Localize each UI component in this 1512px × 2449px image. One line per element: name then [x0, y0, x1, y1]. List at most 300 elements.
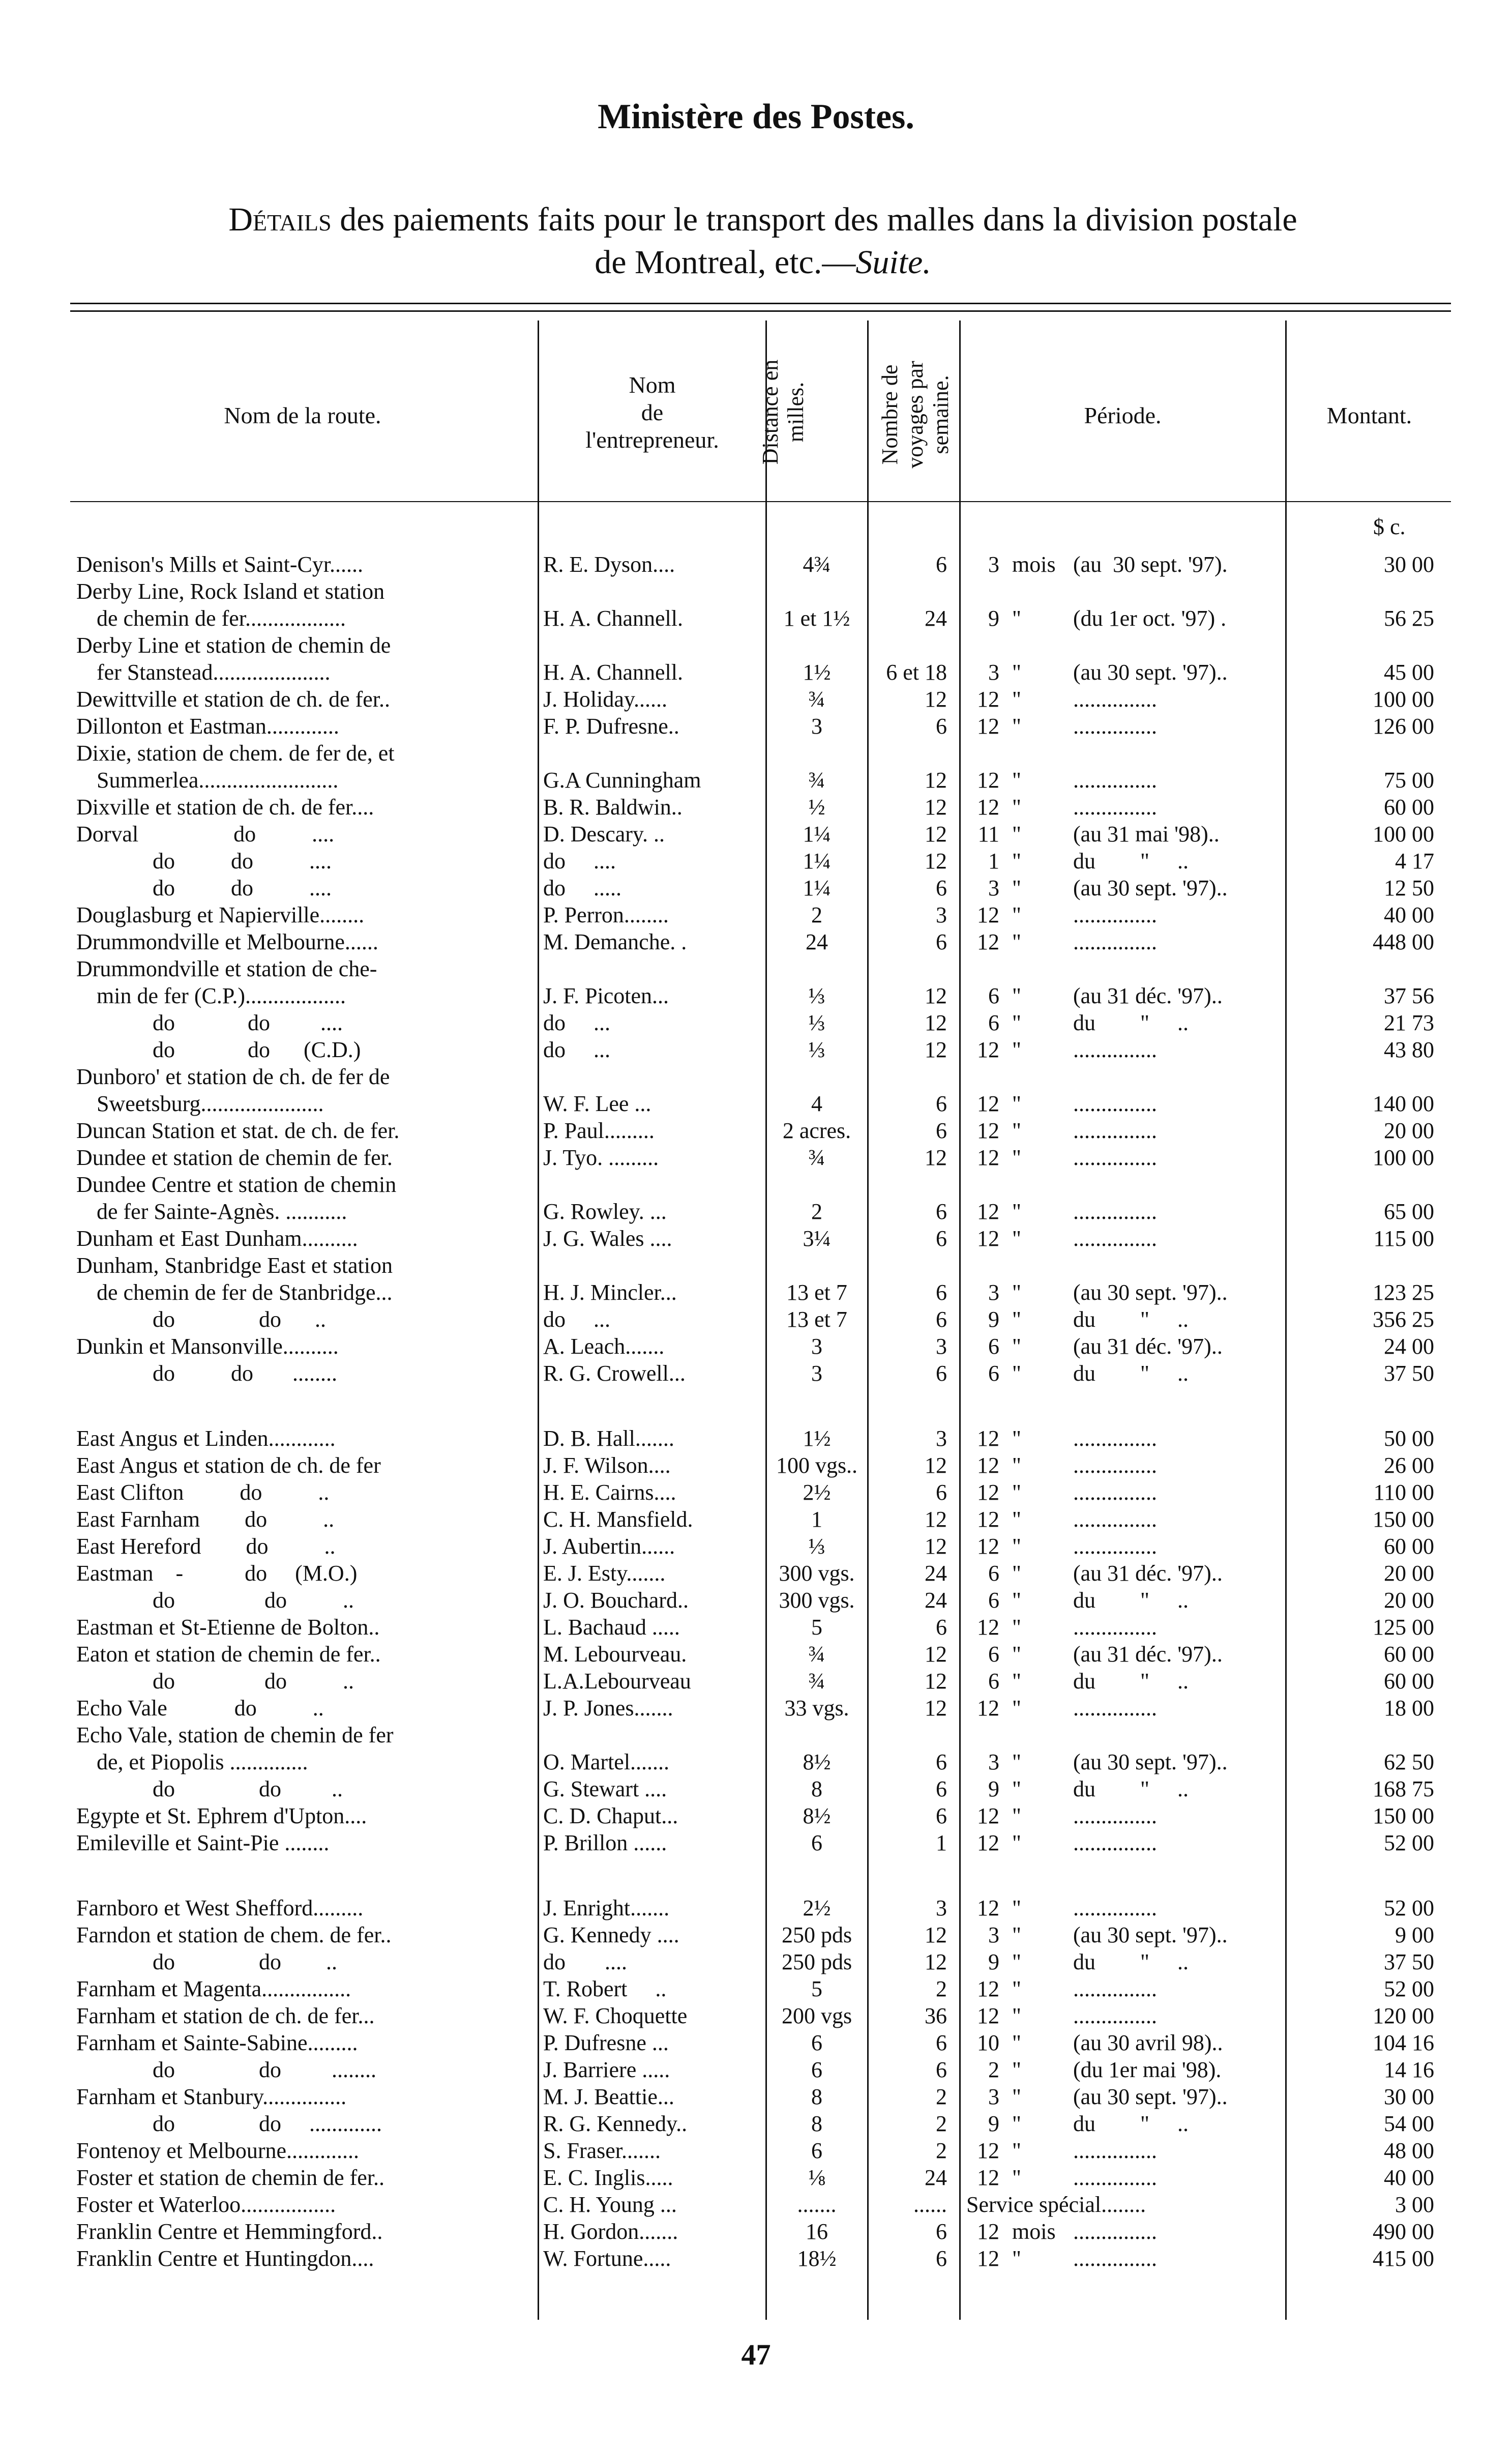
amount-value: 20 00 — [1384, 1588, 1434, 1613]
amount-value: 125 00 — [1373, 1615, 1434, 1640]
currency-header: $ c. — [1373, 514, 1406, 539]
amount-value: 168 75 — [1373, 1776, 1434, 1801]
distance-value: ½ — [808, 795, 825, 820]
period-count: 12 — [977, 1426, 999, 1451]
period-count: 12 — [977, 1145, 999, 1170]
route-name: Dunham et East Dunham.......... — [76, 1226, 358, 1251]
period-unit: " — [1012, 2138, 1021, 2163]
route-name: do do ............. — [153, 2111, 382, 2136]
contractor-name: C. H. Mansfield. — [543, 1507, 693, 1532]
amount-value: 40 00 — [1384, 902, 1434, 927]
period-detail: (au 30 sept. '97).. — [1073, 660, 1228, 685]
route-name: Eaton et station de chemin de fer.. — [76, 1642, 381, 1667]
voyages-value: 24 — [925, 1561, 947, 1586]
voyages-value: 3 — [936, 1896, 947, 1920]
period-detail: (au 30 sept. '97).. — [1073, 2084, 1228, 2109]
period-count: 6 — [988, 1588, 999, 1613]
distance-value: ¾ — [808, 1669, 825, 1694]
contractor-name: J. Aubertin...... — [543, 1534, 675, 1559]
distance-value: 6 — [811, 2030, 822, 2055]
period-count: 12 — [977, 1037, 999, 1062]
period-detail: ............... — [1073, 768, 1157, 793]
route-name: do do .. — [153, 1307, 326, 1332]
amount-value: 50 00 — [1384, 1426, 1434, 1451]
route-name: East Angus et Linden............ — [76, 1426, 336, 1451]
period-unit: " — [1012, 1426, 1021, 1451]
route-name: Farndon et station de chem. de fer.. — [76, 1922, 392, 1947]
amount-value: 21 73 — [1384, 1010, 1434, 1035]
page-title: Ministère des Postes. — [598, 97, 914, 136]
contractor-name: P. Dufresne ... — [543, 2030, 669, 2055]
period-unit: " — [1012, 1280, 1021, 1305]
contractor-name: do ... — [543, 1010, 610, 1035]
voyages-value: 12 — [925, 1037, 947, 1062]
contractor-name: H. Gordon....... — [543, 2219, 678, 2244]
voyages-value: 6 — [936, 1361, 947, 1386]
contractor-name: R. E. Dyson.... — [543, 552, 675, 577]
period-unit: " — [1012, 1010, 1021, 1035]
distance-value: 1¼ — [803, 822, 831, 847]
voyages-value: 2 — [936, 2084, 947, 2109]
voyages-value: 6 — [936, 1118, 947, 1143]
amount-value: 54 00 — [1384, 2111, 1434, 2136]
distance-value: 24 — [806, 929, 828, 954]
distance-value: 300 vgs. — [779, 1588, 855, 1613]
route-name-cont: Sweetsburg...................... — [97, 1091, 324, 1116]
route-name: Echo Vale do .. — [76, 1696, 324, 1721]
period-detail: du " .. — [1073, 1669, 1189, 1694]
voyages-value: 12 — [925, 1145, 947, 1170]
distance-value: 2½ — [803, 1480, 831, 1505]
distance-value: 1¼ — [803, 876, 831, 900]
amount-value: 37 50 — [1384, 1949, 1434, 1974]
distance-value: 6 — [811, 2057, 822, 2082]
contractor-name: J. F. Picoten... — [543, 983, 669, 1008]
route-name: Emileville et Saint-Pie ........ — [76, 1830, 330, 1855]
period-detail: ............... — [1073, 1830, 1157, 1855]
contractor-name: C. H. Young ... — [543, 2192, 677, 2217]
contractor-name: P. Brillon ...... — [543, 1830, 667, 1855]
contractor-name: do .... — [543, 1949, 627, 1974]
period-count: 12 — [977, 2165, 999, 2190]
period-count: 6 — [988, 983, 999, 1008]
distance-value: 100 vgs.. — [776, 1453, 858, 1478]
period-count: 11 — [977, 822, 999, 847]
period-detail: ............... — [1073, 1037, 1157, 1062]
header-voyages: Nombre de voyages par semaine. — [877, 361, 953, 469]
amount-value: 62 50 — [1384, 1750, 1434, 1774]
period-count: 12 — [977, 1199, 999, 1224]
period-count: 12 — [977, 1226, 999, 1251]
voyages-value: 3 — [936, 902, 947, 927]
period-count: 6 — [988, 1334, 999, 1359]
route-name: Duncan Station et stat. de ch. de fer. — [76, 1118, 400, 1143]
amount-value: 52 00 — [1384, 1896, 1434, 1920]
amount-value: 104 16 — [1373, 2030, 1434, 2055]
period-unit: " — [1012, 2165, 1021, 2190]
period-count: 6 — [988, 1669, 999, 1694]
route-name: do do (C.D.) — [153, 1037, 361, 1062]
amount-value: 140 00 — [1373, 1091, 1434, 1116]
distance-value: 4¾ — [803, 552, 831, 577]
voyages-value: 12 — [925, 822, 947, 847]
period-detail: (du 1er oct. '97) . — [1073, 606, 1227, 631]
route-name: Farnboro et West Shefford......... — [76, 1896, 364, 1920]
amount-value: 43 80 — [1384, 1037, 1434, 1062]
period-unit: " — [1012, 1776, 1021, 1801]
period-detail: ............... — [1073, 1480, 1157, 1505]
contractor-name: R. G. Kennedy.. — [543, 2111, 688, 2136]
contractor-name: H. A. Channell. — [543, 660, 683, 685]
amount-value: 60 00 — [1384, 795, 1434, 820]
period-unit: " — [1012, 2030, 1021, 2055]
contractor-name: C. D. Chaput... — [543, 1803, 678, 1828]
route-name: Drummondville et station de che- — [76, 956, 377, 981]
distance-value: ¾ — [808, 1145, 825, 1170]
period-detail: ............... — [1073, 1507, 1157, 1532]
period-unit: " — [1012, 822, 1021, 847]
contractor-name: R. G. Crowell... — [543, 1361, 686, 1386]
route-name: Dewittville et station de ch. de fer.. — [76, 687, 391, 712]
voyages-value: 6 — [936, 552, 947, 577]
subtitle-line2: de Montreal, etc.— — [595, 244, 856, 281]
distance-value: 3 — [811, 714, 822, 739]
voyages-value: 6 — [936, 1199, 947, 1224]
period-unit: " — [1012, 929, 1021, 954]
contractor-name: J. P. Jones....... — [543, 1696, 673, 1721]
period-count: 12 — [977, 2138, 999, 2163]
period-count: 3 — [988, 1922, 999, 1947]
contractor-name: G.A Cunningham — [543, 768, 701, 793]
period-detail: ............... — [1073, 1534, 1157, 1559]
contractor-name: A. Leach....... — [543, 1334, 665, 1359]
period-unit: " — [1012, 768, 1021, 793]
distance-value: 8½ — [803, 1750, 831, 1774]
period-detail: du " .. — [1073, 1776, 1189, 1801]
voyages-value: 12 — [925, 1922, 947, 1947]
contractor-name: J. Enright....... — [543, 1896, 670, 1920]
amount-value: 60 00 — [1384, 1669, 1434, 1694]
route-name: do do .... — [153, 849, 332, 873]
amount-value: 40 00 — [1384, 2165, 1434, 2190]
distance-value: 13 et 7 — [786, 1307, 847, 1332]
amount-value: 100 00 — [1373, 822, 1434, 847]
header-route: Nom de la route. — [224, 402, 381, 428]
period-unit: " — [1012, 2057, 1021, 2082]
route-name: Derby Line et station de chemin de — [76, 633, 391, 658]
route-name: Dunkin et Mansonville.......... — [76, 1334, 339, 1359]
contractor-name: J. Holiday...... — [543, 687, 668, 712]
period-unit: " — [1012, 1037, 1021, 1062]
distance-value: 33 vgs. — [784, 1696, 849, 1721]
route-name-cont: de chemin de fer de Stanbridge... — [97, 1280, 393, 1305]
period-count: 12 — [977, 1803, 999, 1828]
period-count: 9 — [988, 1776, 999, 1801]
period-unit: " — [1012, 1830, 1021, 1855]
voyages-value: 12 — [925, 1453, 947, 1478]
amount-value: 30 00 — [1384, 552, 1434, 577]
period-unit: " — [1012, 714, 1021, 739]
route-name: do do .. — [153, 1949, 337, 1974]
amount-value: 48 00 — [1384, 2138, 1434, 2163]
voyages-value: 6 — [936, 929, 947, 954]
period-count: 12 — [977, 1480, 999, 1505]
contractor-name: S. Fraser....... — [543, 2138, 661, 2163]
route-name: Douglasburg et Napierville........ — [76, 902, 365, 927]
period-count: 12 — [977, 1696, 999, 1721]
period-detail: ............... — [1073, 795, 1157, 820]
contractor-name: J. F. Wilson.... — [543, 1453, 671, 1478]
distance-value: ⅓ — [808, 1534, 825, 1559]
period-unit: " — [1012, 1696, 1021, 1721]
distance-value: 16 — [806, 2219, 828, 2244]
period-detail: (au 30 sept. '97).. — [1073, 1280, 1228, 1305]
contractor-name: O. Martel....... — [543, 1750, 670, 1774]
voyages-value: 6 — [936, 2057, 947, 2082]
period-unit: " — [1012, 1534, 1021, 1559]
contractor-name: J. O. Bouchard.. — [543, 1588, 689, 1613]
period-unit: " — [1012, 2111, 1021, 2136]
route-name-cont: de, et Piopolis .............. — [97, 1750, 308, 1774]
distance-value: 1 — [811, 1507, 822, 1532]
route-name: do do ........ — [153, 1361, 337, 1386]
period-detail: ............... — [1073, 1615, 1157, 1640]
route-name: Franklin Centre et Huntingdon.... — [76, 2246, 374, 2271]
period-unit: " — [1012, 1949, 1021, 1974]
route-name: Derby Line, Rock Island et station — [76, 579, 385, 604]
amount-value: 60 00 — [1384, 1642, 1434, 1667]
route-name: East Clifton do .. — [76, 1480, 330, 1505]
period-detail: (au 30 avril 98).. — [1073, 2030, 1223, 2055]
amount-value: 150 00 — [1373, 1803, 1434, 1828]
period-unit: " — [1012, 1750, 1021, 1774]
period-detail: (au 30 sept. '97).. — [1073, 876, 1228, 900]
contractor-name: D. Descary. .. — [543, 822, 665, 847]
period-unit: " — [1012, 1361, 1021, 1386]
voyages-value: 12 — [925, 1669, 947, 1694]
period-unit: " — [1012, 1334, 1021, 1359]
distance-value: 3 — [811, 1334, 822, 1359]
period-count: 12 — [977, 2003, 999, 2028]
period-detail: ............... — [1073, 902, 1157, 927]
amount-value: 30 00 — [1384, 2084, 1434, 2109]
period-detail: ............... — [1073, 2219, 1157, 2244]
voyages-value: 6 — [936, 1480, 947, 1505]
distance-value: ¾ — [808, 1642, 825, 1667]
period-detail: du " .. — [1073, 1588, 1189, 1613]
distance-value: 250 pds — [781, 1949, 852, 1974]
period-detail: (au 31 mai '98).. — [1073, 822, 1220, 847]
header-periode: Période. — [1084, 402, 1162, 428]
contractor-name: E. C. Inglis..... — [543, 2165, 673, 2190]
amount-value: 115 00 — [1373, 1226, 1434, 1251]
distance-value: ....... — [797, 2192, 837, 2217]
period-detail: (du 1er mai '98). — [1073, 2057, 1222, 2082]
period-unit: " — [1012, 983, 1021, 1008]
route-name: do do .. — [153, 1776, 343, 1801]
period-count: 6 — [988, 1561, 999, 1586]
period-detail: du " .. — [1073, 849, 1189, 873]
voyages-value: 12 — [925, 1010, 947, 1035]
period-detail: ............... — [1073, 1453, 1157, 1478]
period-unit: " — [1012, 606, 1021, 631]
amount-value: 120 00 — [1373, 2003, 1434, 2028]
distance-value: 3 — [811, 1361, 822, 1386]
route-name: Farnham et Sainte-Sabine......... — [76, 2030, 358, 2055]
period-detail: (au 30 sept. '97).. — [1073, 1750, 1228, 1774]
period-count: 12 — [977, 1976, 999, 2001]
period-detail: du " .. — [1073, 2111, 1189, 2136]
voyages-value: 24 — [925, 1588, 947, 1613]
voyages-value: 6 et 18 — [886, 660, 947, 685]
period-count: 12 — [977, 714, 999, 739]
route-name: do do ........ — [153, 2057, 376, 2082]
period-count: 9 — [988, 1949, 999, 1974]
distance-value: 1¼ — [803, 849, 831, 873]
period-count: 10 — [977, 2030, 999, 2055]
period-count: 12 — [977, 902, 999, 927]
route-name: Dundee et station de chemin de fer. — [76, 1145, 393, 1170]
distance-value: ¾ — [808, 768, 825, 793]
contractor-name: F. P. Dufresne.. — [543, 714, 679, 739]
voyages-value: 12 — [925, 1696, 947, 1721]
contractor-name: J. G. Wales .... — [543, 1226, 672, 1251]
period-unit: mois — [1012, 552, 1056, 577]
period-unit: " — [1012, 660, 1021, 685]
distance-value: 3¼ — [803, 1226, 831, 1251]
period-unit: " — [1012, 1453, 1021, 1478]
period-unit: " — [1012, 1669, 1021, 1694]
distance-value: 8½ — [803, 1803, 831, 1828]
route-name: Echo Vale, station de chemin de fer — [76, 1723, 394, 1747]
voyages-value: 12 — [925, 1534, 947, 1559]
amount-value: 100 00 — [1373, 687, 1434, 712]
period-unit: " — [1012, 876, 1021, 900]
period-detail: du " .. — [1073, 1307, 1189, 1332]
period-count: 12 — [977, 687, 999, 712]
amount-value: 100 00 — [1373, 1145, 1434, 1170]
route-name: Egypte et St. Ephrem d'Upton.... — [76, 1803, 367, 1828]
period-detail: (au 30 sept. '97). — [1073, 552, 1228, 577]
period-detail: (au 31 déc. '97).. — [1073, 983, 1223, 1008]
voyages-value: 6 — [936, 1803, 947, 1828]
header-montant: Montant. — [1326, 402, 1412, 428]
voyages-value: 6 — [936, 1226, 947, 1251]
period-detail: (au 31 déc. '97).. — [1073, 1334, 1223, 1359]
period-detail: ............... — [1073, 2246, 1157, 2271]
distance-value: 2 — [811, 1199, 822, 1224]
voyages-value: 12 — [925, 1642, 947, 1667]
period-count: 3 — [988, 660, 999, 685]
distance-value: 1½ — [803, 660, 831, 685]
distance-value: 8 — [811, 2084, 822, 2109]
route-name-cont: de chemin de fer.................. — [97, 606, 346, 631]
period-detail: ............... — [1073, 687, 1157, 712]
amount-value: 56 25 — [1384, 606, 1434, 631]
period-count: 3 — [988, 1750, 999, 1774]
route-name: Dorval do .... — [76, 822, 335, 847]
period-count: 2 — [988, 2057, 999, 2082]
period-count: 3 — [988, 552, 999, 577]
period-count: 12 — [977, 1615, 999, 1640]
period-unit: " — [1012, 1507, 1021, 1532]
period-detail: ............... — [1073, 1091, 1157, 1116]
period-count: 12 — [977, 1507, 999, 1532]
voyages-value: 6 — [936, 2246, 947, 2271]
amount-value: 65 00 — [1384, 1199, 1434, 1224]
voyages-value: 12 — [925, 849, 947, 873]
period-detail: du " .. — [1073, 1361, 1189, 1386]
period-detail: ............... — [1073, 1696, 1157, 1721]
header-distance: Distance en milles. — [758, 359, 808, 465]
contractor-name: G. Stewart .... — [543, 1776, 667, 1801]
period-detail: ............... — [1073, 2165, 1157, 2190]
voyages-value: 2 — [936, 2138, 947, 2163]
route-name: Eastman - do (M.O.) — [76, 1561, 358, 1586]
period-unit: " — [1012, 2084, 1021, 2109]
contractor-name: J. Tyo. ......... — [543, 1145, 659, 1170]
amount-value: 123 25 — [1373, 1280, 1434, 1305]
voyages-value: 12 — [925, 795, 947, 820]
voyages-value: 12 — [925, 983, 947, 1008]
voyages-value: 6 — [936, 1280, 947, 1305]
contractor-name: W. F. Lee ... — [543, 1091, 651, 1116]
distance-value: 250 pds — [781, 1922, 852, 1947]
period-unit: " — [1012, 1145, 1021, 1170]
amount-value: 20 00 — [1384, 1561, 1434, 1586]
period-unit: " — [1012, 1091, 1021, 1116]
period-unit: " — [1012, 1118, 1021, 1143]
period-count: 3 — [988, 876, 999, 900]
page-number: 47 — [741, 2338, 771, 2371]
contractor-name: G. Rowley. ... — [543, 1199, 667, 1224]
period-count: 6 — [988, 1642, 999, 1667]
subtitle-lead: Détails — [228, 201, 332, 238]
period-detail: ............... — [1073, 1226, 1157, 1251]
contractor-name: do ... — [543, 1037, 610, 1062]
period-detail: (au 31 déc. '97).. — [1073, 1642, 1223, 1667]
period-unit: " — [1012, 1199, 1021, 1224]
distance-value: 300 vgs. — [779, 1561, 855, 1586]
contractor-name: G. Kennedy .... — [543, 1922, 679, 1947]
distance-value: ⅓ — [808, 983, 825, 1008]
period-detail: ............... — [1073, 1145, 1157, 1170]
route-name: Drummondville et Melbourne...... — [76, 929, 378, 954]
voyages-value: 12 — [925, 1507, 947, 1532]
subtitle-suite: Suite. — [855, 244, 931, 281]
period-count: 6 — [988, 1010, 999, 1035]
route-name: Fontenoy et Melbourne............. — [76, 2138, 360, 2163]
distance-value: 2½ — [803, 1896, 831, 1920]
period-value: Service spécial........ — [966, 2192, 1146, 2217]
route-name-cont: min de fer (C.P.).................. — [97, 983, 346, 1008]
amount-value: 9 00 — [1395, 1922, 1434, 1947]
period-detail: ............... — [1073, 2138, 1157, 2163]
voyages-value: 6 — [936, 2030, 947, 2055]
amount-value: 12 50 — [1384, 876, 1434, 900]
voyages-value: 6 — [936, 1091, 947, 1116]
period-detail: du " .. — [1073, 1949, 1189, 1974]
amount-value: 110 00 — [1373, 1480, 1434, 1505]
period-detail: ............... — [1073, 1199, 1157, 1224]
contractor-name: M. Lebourveau. — [543, 1642, 687, 1667]
voyages-value: 6 — [936, 714, 947, 739]
period-detail: ............... — [1073, 2003, 1157, 2028]
route-name: do do .... — [153, 876, 332, 900]
route-name: East Angus et station de ch. de fer — [76, 1453, 381, 1478]
distance-value: 8 — [811, 2111, 822, 2136]
amount-value: 126 00 — [1373, 714, 1434, 739]
